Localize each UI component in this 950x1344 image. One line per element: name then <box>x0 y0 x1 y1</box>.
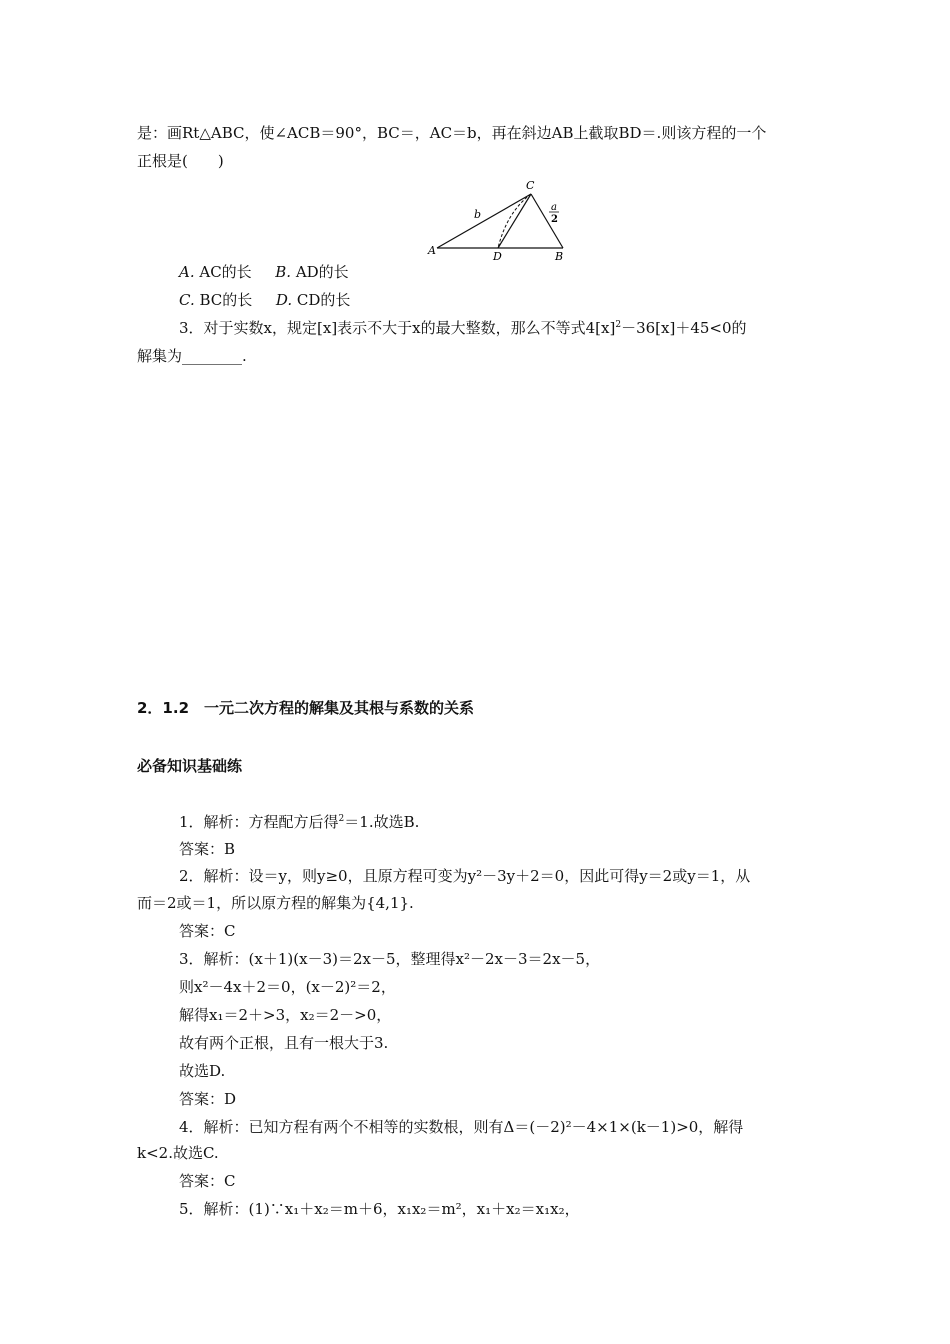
label-b-side: b <box>474 208 482 221</box>
answer-line <box>179 812 419 832</box>
answer-line: 答案：D <box>179 1090 237 1108</box>
answer-line: 答案：C <box>179 922 236 940</box>
answer-line: 则x²－4x＋2＝0，(x－2)²＝2， <box>179 978 396 996</box>
side-bc <box>531 194 563 248</box>
option-a-letter: A. <box>179 263 195 281</box>
answer-1-part-b: ＝1.故选B. <box>344 813 420 831</box>
option-c-letter: C. <box>179 291 195 309</box>
triangle-figure <box>425 176 570 264</box>
answer-line: 故选D. <box>179 1062 226 1080</box>
label-a-over-2-den: 2 <box>551 214 558 225</box>
answer-line: 5．解析：(1)∵x₁＋x₂＝m＋6，x₁x₂＝m²，x₁＋x₂＝x₁x₂， <box>179 1200 580 1218</box>
answer-line: 2．解析：设＝y，则y≥0，且原方程可变为y²－3y＋2＝0，因此可得y＝2或y＝1，从 <box>179 867 751 885</box>
answer-line: 解得x₁＝2＋>3，x₂＝2－>0， <box>179 1006 392 1024</box>
option-d-text: CD的长 <box>292 291 351 309</box>
problem-line-1: 是：画Rt△ABC，使∠ACB＝90°，BC＝，AC＝b，再在斜边AB上截取BD＝.则该方程的一个 <box>137 124 767 142</box>
problem-line-2: 正根是( ) <box>137 152 224 170</box>
answer-line: 故有两个正根，且有一根大于3. <box>179 1034 389 1052</box>
label-c-vertex: C <box>526 179 535 192</box>
answer-line: 而＝2或＝1，所以原方程的解集为{4,1}. <box>137 894 414 912</box>
segment-cd <box>498 194 531 248</box>
label-a-over-2-num: a <box>551 202 557 213</box>
option-b-text: AD的长 <box>291 263 349 281</box>
options-row-1 <box>179 262 349 282</box>
answer-line: 答案：C <box>179 1172 236 1190</box>
option-d-letter: D. <box>275 291 293 309</box>
answer-line: 4．解析：已知方程有两个不相等的实数根，则有Δ＝(－2)²－4×1×(k－1)>0，解得 <box>179 1118 744 1136</box>
option-a-text: AC的长 <box>194 263 252 281</box>
label-d-point: D <box>493 250 502 263</box>
question-3-line-2: 解集为________. <box>137 347 247 365</box>
section-subtitle: 必备知识基础练 <box>137 757 243 775</box>
question-3-part-a: 3．对于实数x，规定[x]表示不大于x的最大整数，那么不等式4[x] <box>179 319 616 337</box>
answer-1-exponent: 2 <box>338 814 345 824</box>
answer-line: 答案：B <box>179 840 236 858</box>
option-b-letter: B. <box>275 263 292 281</box>
options-row-2 <box>179 290 350 310</box>
option-c-text: BC的长 <box>194 291 253 309</box>
question-3-part-b: －36[x]＋45<0的 <box>621 319 747 337</box>
side-ac <box>437 194 531 248</box>
question-3-exponent: 2 <box>615 320 622 330</box>
answer-1-part-a: 1．解析：方程配方后得 <box>179 813 339 831</box>
label-a-vertex: A <box>428 244 436 257</box>
section-title: 2．1.2 一元二次方程的解集及其根与系数的关系 <box>137 699 475 717</box>
answer-line: 3．解析：(x＋1)(x－3)＝2x－5，整理得x²－2x－3＝2x－5， <box>179 950 601 968</box>
answer-line: k<2.故选C. <box>137 1144 219 1162</box>
label-b-vertex: B <box>555 250 564 263</box>
question-3-line-1 <box>179 318 747 338</box>
